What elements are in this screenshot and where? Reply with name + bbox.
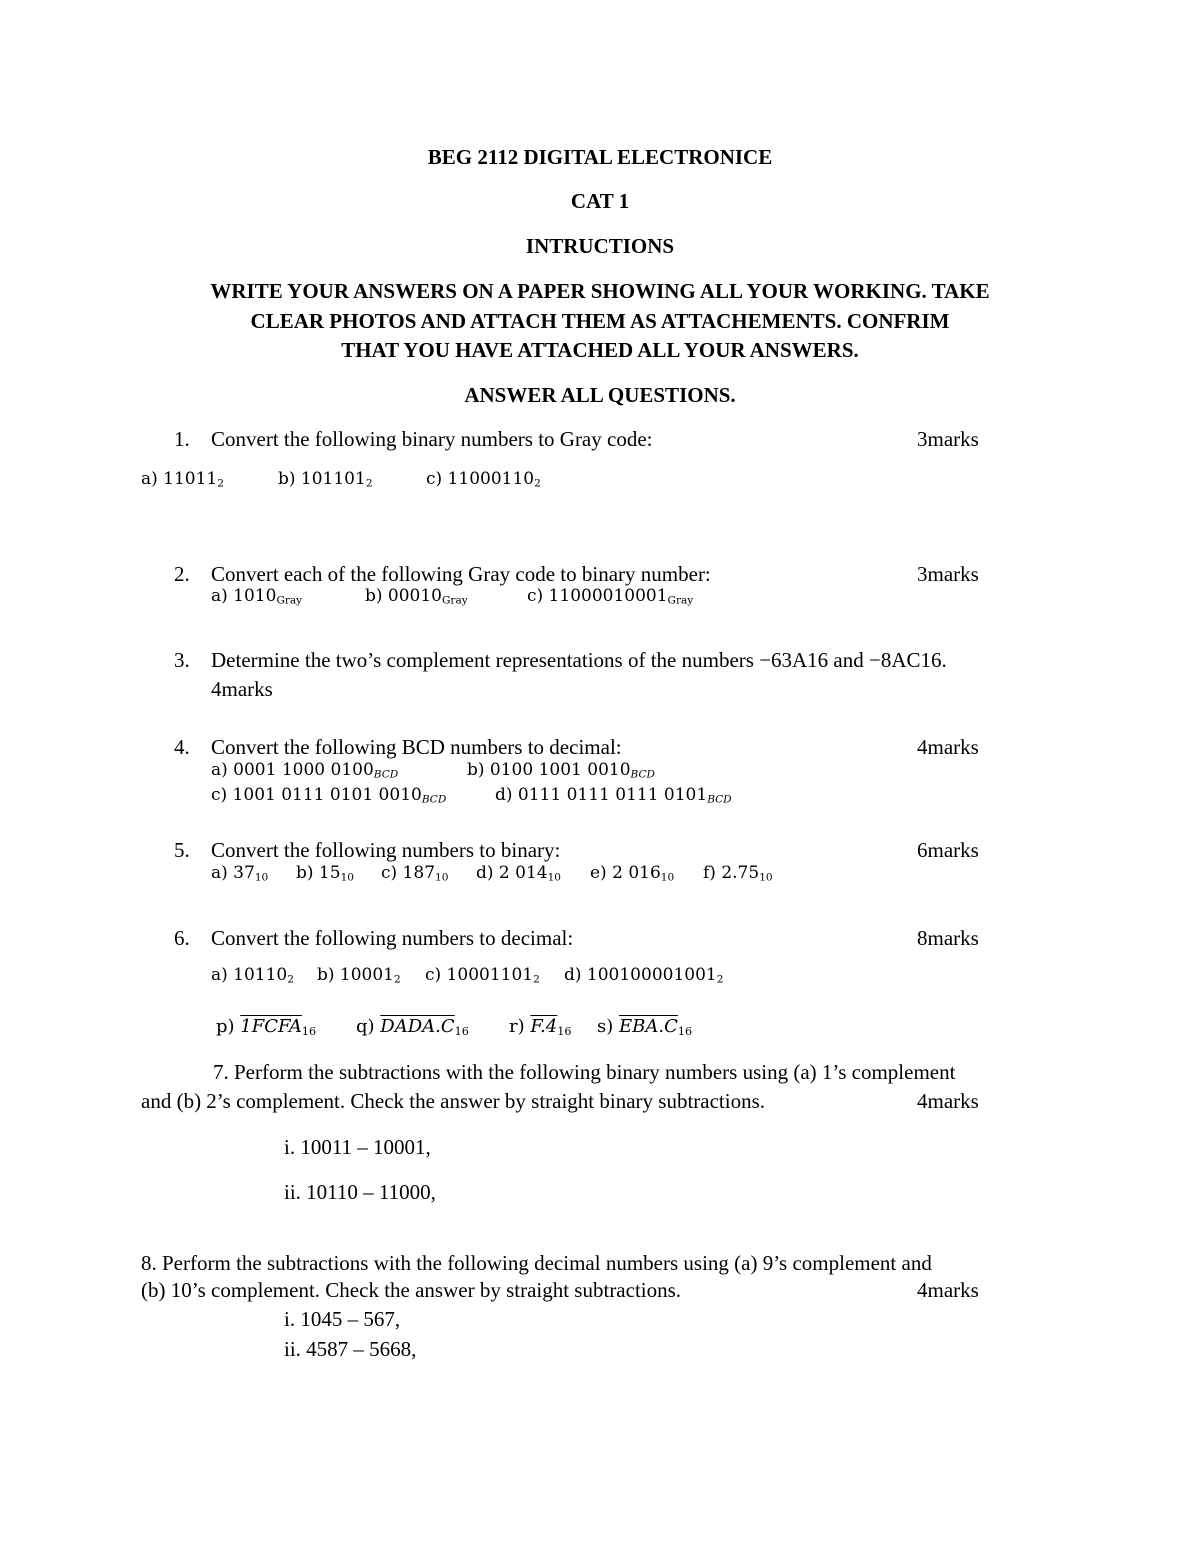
q7-line-1: 7. Perform the subtractions with the following binary numbers using (a) 1’s complement (213, 1060, 956, 1084)
q7-marks: 4marks (917, 1089, 979, 1113)
answer-all: ANSWER ALL QUESTIONS. (464, 383, 736, 407)
q3-text: Determine the two’s complement representations of the numbers −63A16 and −8AC16. (211, 648, 947, 672)
q6-item-d: d) $100100001001_2$ (564, 965, 724, 986)
q1-number: 1. (174, 427, 190, 451)
q1-marks: 3marks (917, 427, 979, 451)
q5-marks: 6marks (917, 838, 979, 862)
q6-item-c: c) $10001101_2$ (425, 965, 540, 986)
instructions-line-2: CLEAR PHOTOS AND ATTACH THEM AS ATTACHEMENTS. CONFRIM (250, 309, 950, 333)
q8-line-2: (b) 10’s complement. Check the answer by straight subtractions. (141, 1278, 682, 1302)
q1-item-a: a) $11011_2$ (141, 469, 224, 490)
q2-item-a: a) $1010_{Gray}$ (211, 586, 303, 607)
q8-item-i: i. 1045 – 567, (284, 1307, 401, 1331)
q4-item-d: d) 0111 0111 0111 $0101_{BCD}$ (495, 785, 732, 806)
instructions-line-3: THAT YOU HAVE ATTACHED ALL YOUR ANSWERS. (341, 338, 859, 362)
q4-item-a: a) 0001 1000 $0100_{BCD}$ (211, 760, 399, 781)
q5-item-b: b) $15_{10}$ (296, 863, 354, 884)
q7-line-2: and (b) 2’s complement. Check the answer by straight binary subtractions. (141, 1089, 766, 1113)
q8-marks: 4marks (917, 1278, 979, 1302)
q5-item-f: f) $2.75_{10}$ (703, 863, 773, 884)
q2-number: 2. (174, 562, 190, 586)
q5-number: 5. (174, 838, 190, 862)
q8-line-1: 8. Perform the subtractions with the following decimal numbers using (a) 9’s complement and (141, 1251, 932, 1275)
q6-text: Convert the following numbers to decimal: (211, 926, 574, 950)
q2-marks: 3marks (917, 562, 979, 586)
q7-item-i: i. 10011 – 10001, (284, 1135, 431, 1159)
q4-item-b: b) 0100 1001 $0010_{BCD}$ (467, 760, 655, 781)
q6-number: 6. (174, 926, 190, 950)
q6-item-b: b) $10001_2$ (317, 965, 401, 986)
course-title: BEG 2112 DIGITAL ELECTRONICE (427, 145, 773, 169)
q2-item-c: c) $11000010001_{Gray}$ (527, 586, 694, 607)
q6-item-q: q) $DADA.C_{16}$ (356, 1016, 469, 1038)
q6-marks: 8marks (917, 926, 979, 950)
q4-text: Convert the following BCD numbers to decimal: (211, 735, 622, 759)
q1-item-b: b) $101101_2$ (278, 469, 373, 490)
q2-item-b: b) $00010_{Gray}$ (365, 586, 468, 607)
q7-item-ii: ii. 10110 – 11000, (284, 1180, 436, 1204)
q1-text: Convert the following binary numbers to Gray code: (211, 427, 653, 451)
cat-title: CAT 1 (570, 189, 630, 213)
q5-item-c: c) $187_{10}$ (381, 863, 449, 884)
q6-item-a: a) $10110_2$ (211, 965, 294, 986)
q8-item-ii: ii. 4587 – 5668, (284, 1337, 417, 1361)
q6-item-p: p) $1FCFA_{16}$ (216, 1016, 317, 1038)
instructions-heading: INTRUCTIONS (525, 234, 675, 258)
instructions-line-1: WRITE YOUR ANSWERS ON A PAPER SHOWING ALL YOUR WORKING. TAKE (210, 279, 990, 303)
q5-text: Convert the following numbers to binary: (211, 838, 561, 862)
q1-item-c: c) $11000110_2$ (426, 469, 541, 490)
q5-item-a: a) $37_{10}$ (211, 863, 269, 884)
q2-text: Convert each of the following Gray code to binary number: (211, 562, 711, 586)
q4-item-c: c) 1001 0111 0101 $0010_{BCD}$ (211, 785, 447, 806)
q4-marks: 4marks (917, 735, 979, 759)
q3-number: 3. (174, 648, 190, 672)
q6-item-r: r) $F.4_{16}$ (509, 1016, 572, 1038)
q5-item-d: d) 2 $014_{10}$ (476, 863, 561, 884)
q3-marks: 4marks (211, 677, 273, 701)
q6-item-s: s) $EBA.C_{16}$ (597, 1016, 693, 1038)
q5-item-e: e) 2 $016_{10}$ (590, 863, 675, 884)
q4-number: 4. (174, 735, 190, 759)
